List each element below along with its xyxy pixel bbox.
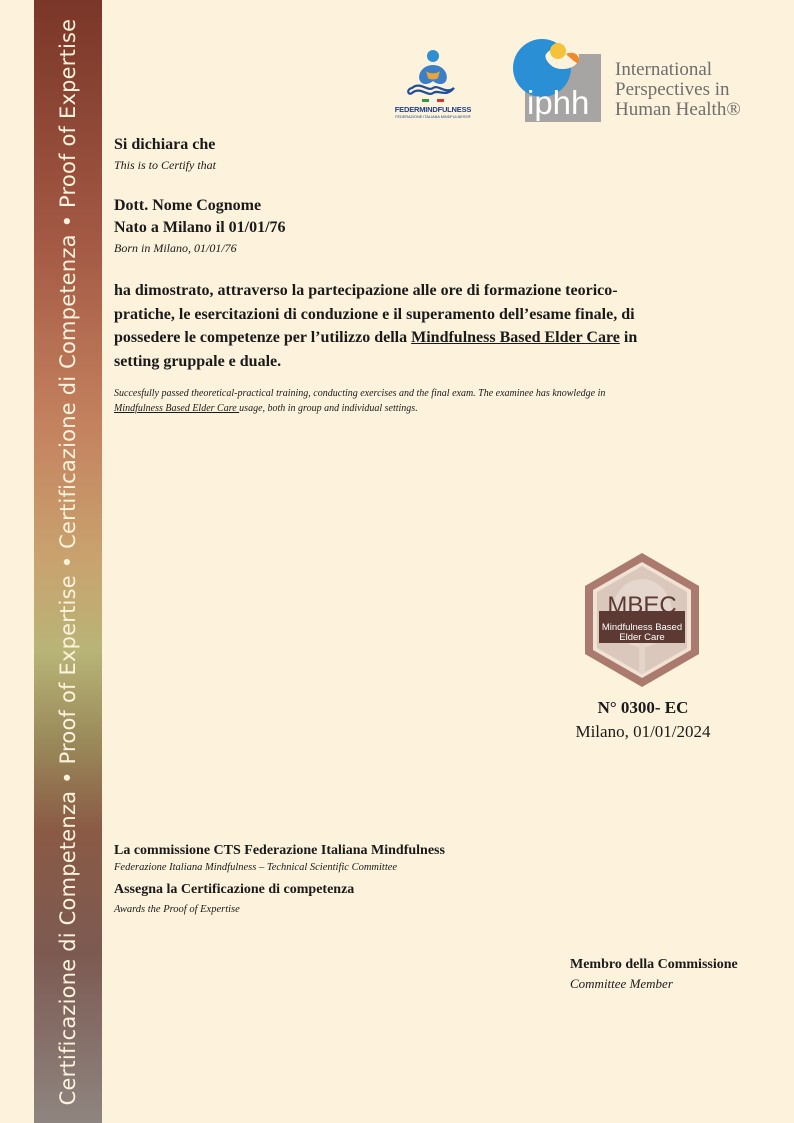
member-label: Membro della Commissione: [570, 957, 738, 972]
birth-info-en: Born in Milano, 01/01/76: [114, 241, 237, 255]
iphh-emblem-icon: [512, 38, 608, 126]
seal-title: MBEC: [607, 592, 677, 619]
statement-line-1: ha dimostrato, attraverso la partecipazione alle ore di formazione teorico-: [114, 282, 618, 299]
federmindfulness-name: FEDERMINDFULNESS: [394, 105, 472, 114]
meditating-figure-icon: [386, 48, 480, 106]
certify-heading-en: This is to Certify that: [114, 158, 217, 172]
certify-heading: Si dichiara che: [114, 136, 216, 153]
statement-line-3-end: in: [619, 329, 638, 346]
federmindfulness-subtitle: FEDERAZIONE ITALIANA MINDFULNESS®: [395, 115, 471, 119]
commission-title-en: Federazione Italiana Mindfulness – Technical Scientific Committee: [114, 862, 398, 873]
commission-assign: Assegna la Certificazione di competenza: [114, 882, 355, 897]
birth-info: Nato a Milano il 01/01/76: [114, 219, 286, 236]
iphh-line-3: Human Health®: [615, 99, 741, 120]
iphh-line-1: International: [615, 59, 713, 80]
sidebar-vertical-text: Certificazione di Competenza • Proof of Expertise • Certificazione di Competenza • Proof of Expertise: [56, 18, 80, 1105]
commission-assign-en: Awards the Proof of Expertise: [114, 904, 240, 915]
iphh-line-2: Perspectives in: [615, 79, 730, 100]
mbec-link-en: Mindfulness Based Elder Care: [114, 403, 240, 414]
statement-en-line-2-end: usage, both in group and individual settings.: [239, 403, 418, 414]
certificate-number: N° 0300- EC: [597, 698, 689, 717]
statement-line-4: setting gruppale e duale.: [114, 352, 282, 370]
mbec-seal: [582, 551, 702, 689]
statement-it: [114, 279, 637, 373]
mbec-link: Mindfulness Based Elder Care: [411, 329, 620, 346]
member-label-en: Committee Member: [570, 976, 673, 991]
statement-en-line-2: [114, 401, 605, 416]
iphh-name: [615, 60, 741, 120]
federmindfulness-logo: [386, 48, 480, 128]
iphh-logo: [512, 38, 608, 126]
sidebar-band: [34, 0, 102, 1123]
place-date: Milano, 01/01/2024: [575, 722, 711, 741]
statement-line-3: [114, 326, 637, 350]
statement-line-3-text: possedere le competenze per l’utilizzo della: [114, 329, 412, 346]
person-name: Dott. Nome Cognome: [114, 197, 262, 214]
seal-line-2: Elder Care: [619, 632, 665, 643]
statement-en-line-1: Succesfully passed theoretical-practical training, conducting exercises and the final exam. The examinee has knowledge in: [114, 388, 606, 399]
iphh-letters: iphh: [527, 84, 590, 121]
commission-title: La commissione CTS Federazione Italiana Mindfulness: [114, 843, 445, 858]
statement-en: [114, 386, 605, 416]
statement-line-2: pratiche, le esercitazioni di conduzione e il superamento dell’esame finale, di: [114, 305, 635, 323]
seal-line-1: Mindfulness Based: [601, 622, 683, 633]
